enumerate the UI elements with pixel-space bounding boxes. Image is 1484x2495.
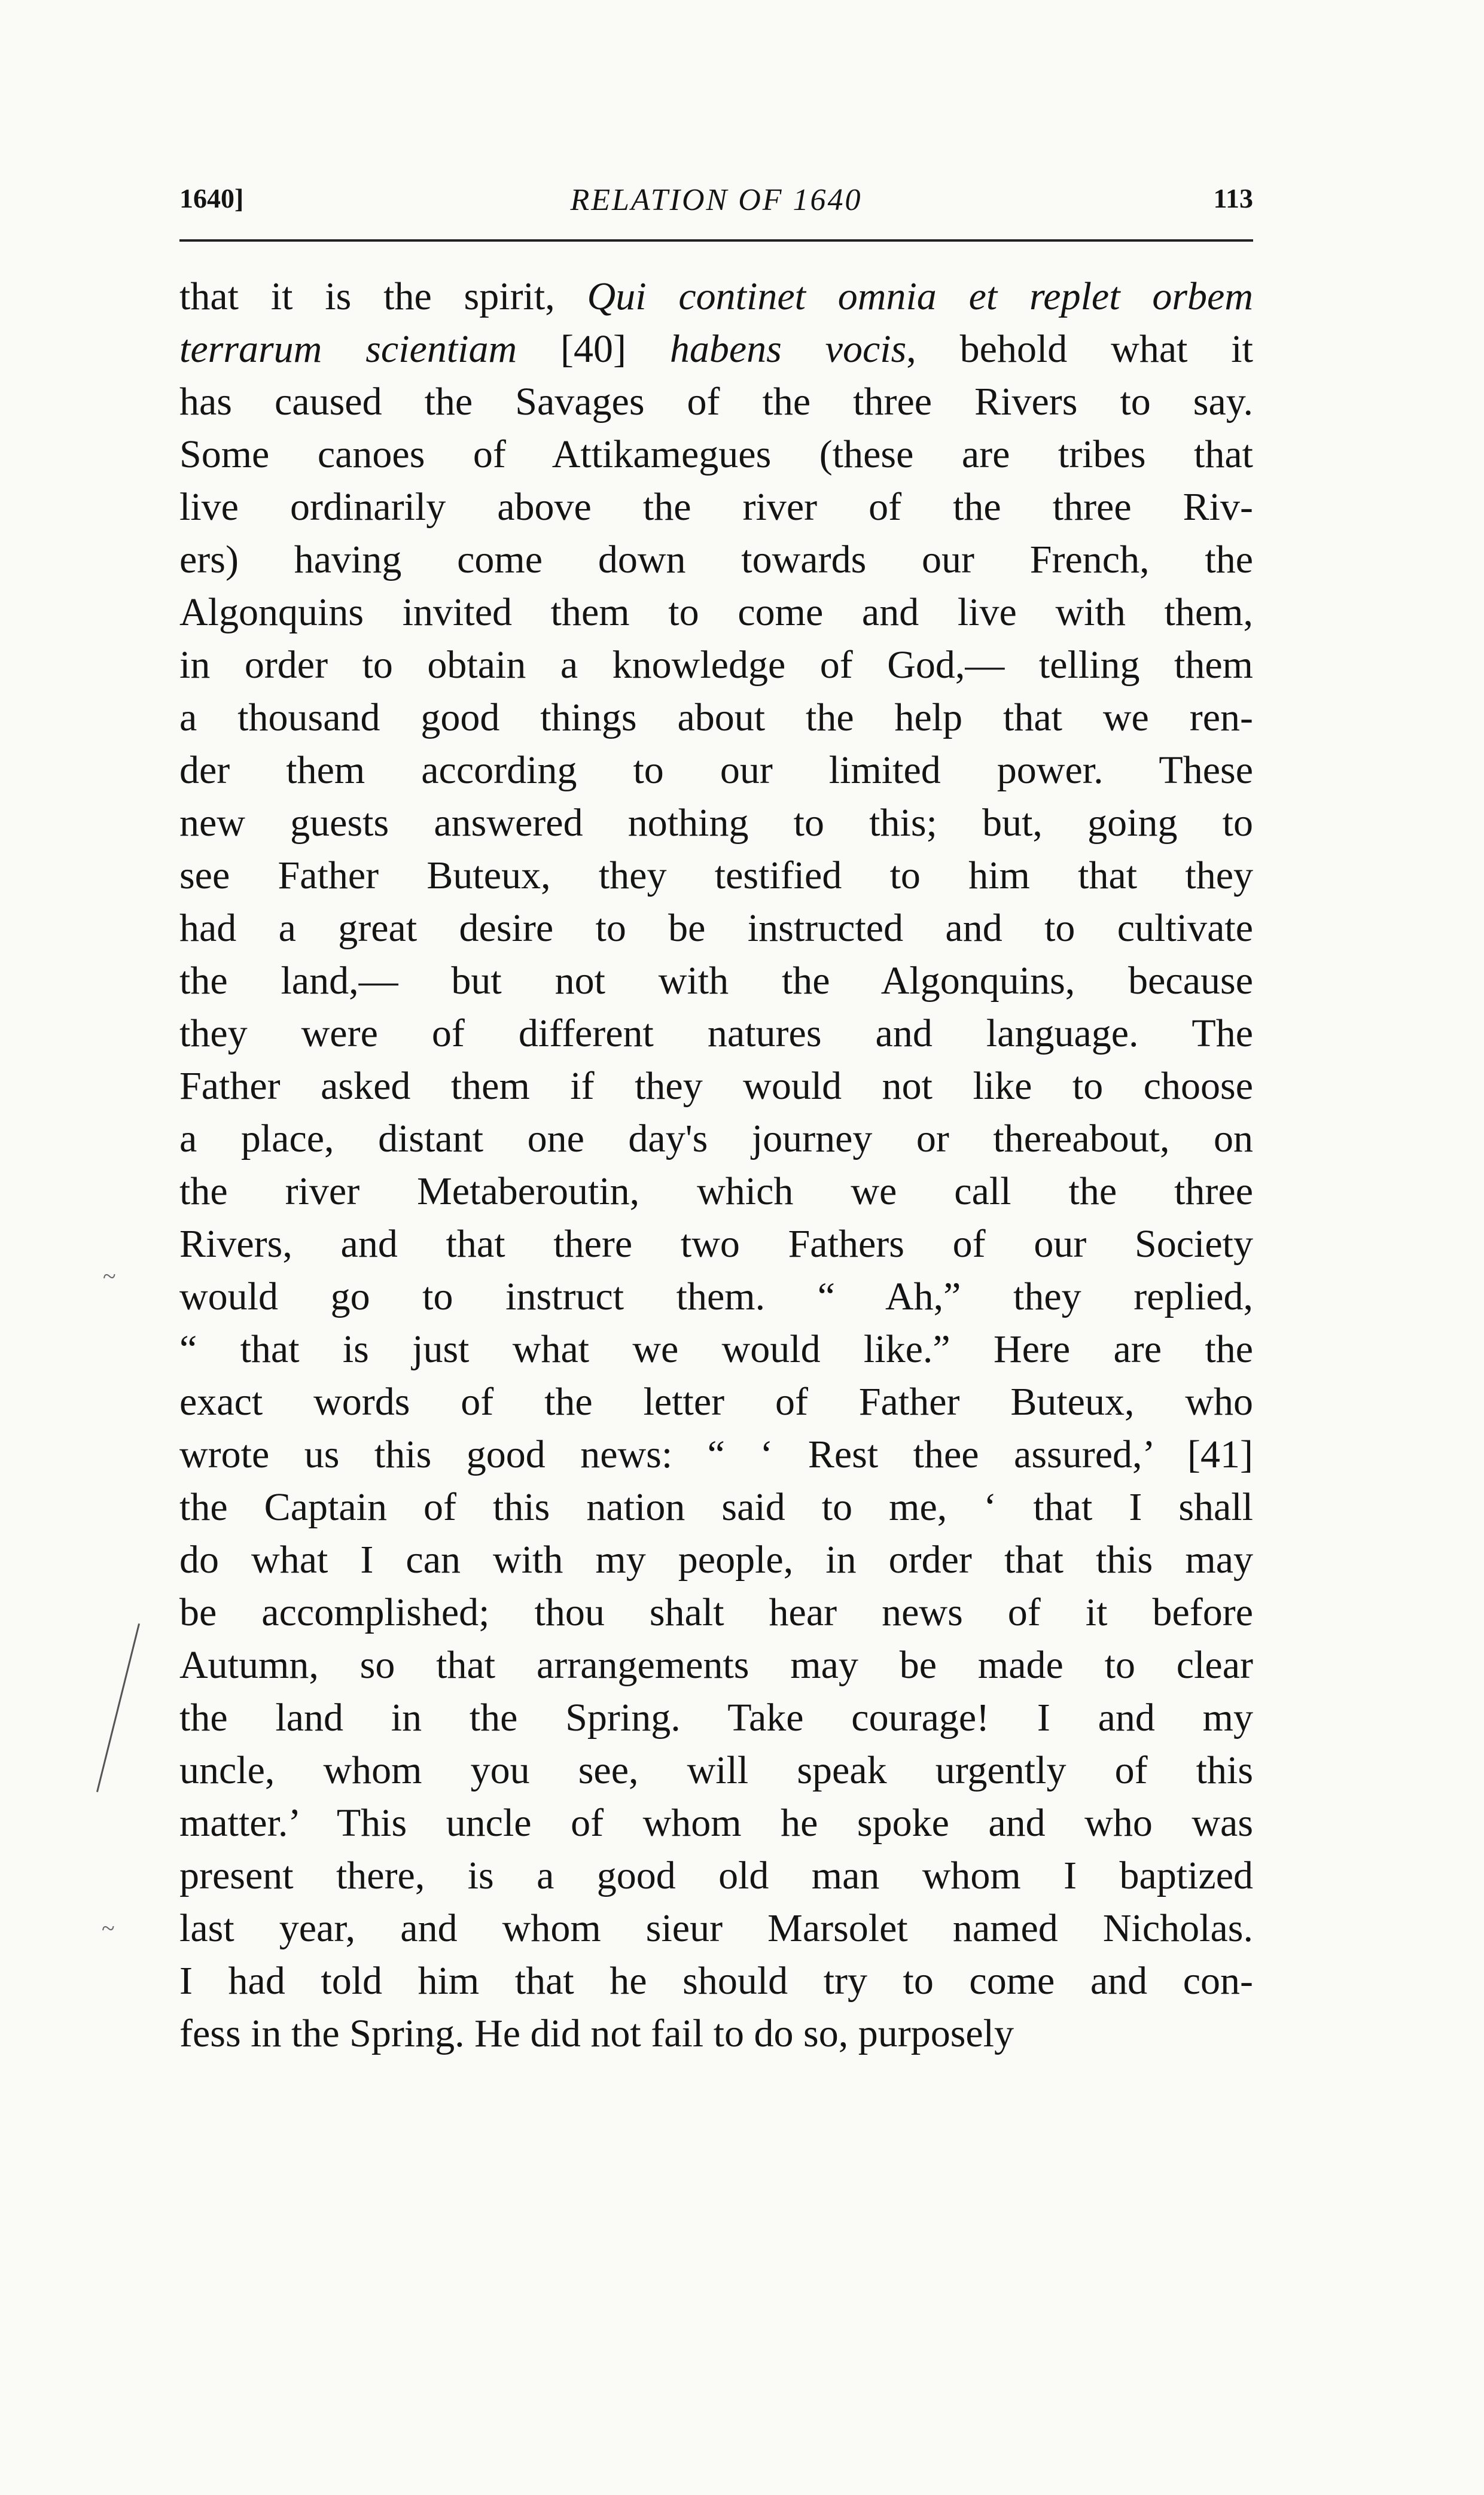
text-line xyxy=(179,1060,1253,1113)
text-line xyxy=(179,534,1253,586)
text-segment: a thousand good things about the help that we ren- xyxy=(179,696,1253,739)
text-line xyxy=(179,744,1253,797)
text-segment: fess in the Spring. He did not fail to do so, purposely xyxy=(179,2012,1014,2055)
page-header xyxy=(179,182,1253,230)
text-line xyxy=(179,955,1253,1007)
text-line xyxy=(179,1744,1253,1797)
text-segment: the land in the Spring. Take courage! I and my xyxy=(179,1696,1253,1740)
text-line xyxy=(179,586,1253,639)
header-rule xyxy=(179,239,1253,242)
text-line xyxy=(179,1428,1253,1481)
text-segment: a place, distant one day's journey or thereabout, on xyxy=(179,1117,1253,1160)
text-segment: would go to instruct them. “ Ah,” they replied, xyxy=(179,1275,1253,1318)
latin-phrase: terrarum scientiam xyxy=(179,327,517,371)
text-segment: present there, is a good old man whom I baptized xyxy=(179,1854,1253,1897)
text-line xyxy=(179,1323,1253,1376)
text-line xyxy=(179,376,1253,428)
text-segment: last year, and whom sieur Marsolet named Nicholas. xyxy=(179,1906,1253,1950)
margin-pencil-stroke xyxy=(96,1623,140,1792)
text-segment: “ that is just what we would like.” Here are the xyxy=(179,1327,1253,1371)
text-segment: the river Metaberoutin, which we call the three xyxy=(179,1169,1253,1213)
text-segment: had a great desire to be instructed and to cultivate xyxy=(179,906,1253,950)
text-line xyxy=(179,639,1253,691)
text-line xyxy=(179,270,1253,323)
text-line xyxy=(179,2007,1253,2060)
text-line xyxy=(179,1271,1253,1323)
text-segment: matter.’ This uncle of whom he spoke and who was xyxy=(179,1801,1253,1845)
text-segment: Autumn, so that arrangements may be made to clear xyxy=(179,1643,1253,1687)
text-line xyxy=(179,1797,1253,1850)
text-line xyxy=(179,1639,1253,1692)
text-line xyxy=(179,481,1253,534)
text-line xyxy=(179,1692,1253,1744)
text-line xyxy=(179,1376,1253,1428)
text-segment: live ordinarily above the river of the three Riv- xyxy=(179,485,1253,529)
text-segment: has caused the Savages of the three Rivers to say. xyxy=(179,380,1253,424)
text-segment: they were of different natures and language. The xyxy=(179,1012,1253,1055)
text-line xyxy=(179,1165,1253,1218)
body-text xyxy=(179,270,1253,2060)
text-line xyxy=(179,1113,1253,1165)
text-segment: I had told him that he should try to come and con- xyxy=(179,1959,1253,2003)
text-segment: , behold what it xyxy=(906,327,1253,371)
text-segment: Algonquins invited them to come and live with them, xyxy=(179,590,1253,634)
text-line xyxy=(179,849,1253,902)
text-line xyxy=(179,691,1253,744)
text-line xyxy=(179,797,1253,849)
text-segment: that it is the spirit, xyxy=(179,275,587,318)
text-segment: see Father Buteux, they testified to him that they xyxy=(179,854,1253,897)
text-segment: new guests answered nothing to this; but, going to xyxy=(179,801,1253,845)
text-line xyxy=(179,428,1253,481)
text-segment: ers) having come down towards our French, the xyxy=(179,538,1253,581)
text-segment: exact words of the letter of Father Buteux, who xyxy=(179,1380,1253,1424)
text-line xyxy=(179,1586,1253,1639)
text-segment: be accomplished; thou shalt hear news of it before xyxy=(179,1591,1253,1634)
header-year: 1640] xyxy=(179,183,244,214)
text-line xyxy=(179,1902,1253,1955)
text-segment: [40] xyxy=(517,327,670,371)
text-segment: in order to obtain a knowledge of God,— telling them xyxy=(179,643,1253,687)
text-line xyxy=(179,1007,1253,1060)
text-line xyxy=(179,1481,1253,1534)
latin-phrase: Qui continet omnia et replet orbem xyxy=(587,275,1253,318)
text-line xyxy=(179,902,1253,955)
text-segment: wrote us this good news: “ ‘ Rest thee assured,’ [41] xyxy=(179,1433,1253,1476)
text-segment: Rivers, and that there two Fathers of our Society xyxy=(179,1222,1253,1266)
text-segment: uncle, whom you see, will speak urgently of this xyxy=(179,1748,1253,1792)
latin-phrase: habens vocis xyxy=(669,327,907,371)
text-line xyxy=(179,1955,1253,2007)
text-segment: the land,— but not with the Algonquins, because xyxy=(179,959,1253,1003)
margin-mark-left-lower: ~ xyxy=(102,1915,115,1942)
page-number: 113 xyxy=(1213,183,1253,214)
margin-mark-left: ~ xyxy=(103,1263,116,1290)
text-segment: der them according to our limited power. These xyxy=(179,748,1253,792)
text-line xyxy=(179,1850,1253,1902)
text-line xyxy=(179,1534,1253,1586)
text-segment: do what I can with my people, in order that this may xyxy=(179,1538,1253,1582)
text-line xyxy=(179,323,1253,376)
text-segment: Some canoes of Attikamegues (these are tribes that xyxy=(179,432,1253,476)
text-line xyxy=(179,1218,1253,1271)
running-title: RELATION OF 1640 xyxy=(570,183,863,217)
text-segment: the Captain of this nation said to me, ‘ that I shall xyxy=(179,1485,1253,1529)
text-segment: Father asked them if they would not like to choose xyxy=(179,1064,1253,1108)
